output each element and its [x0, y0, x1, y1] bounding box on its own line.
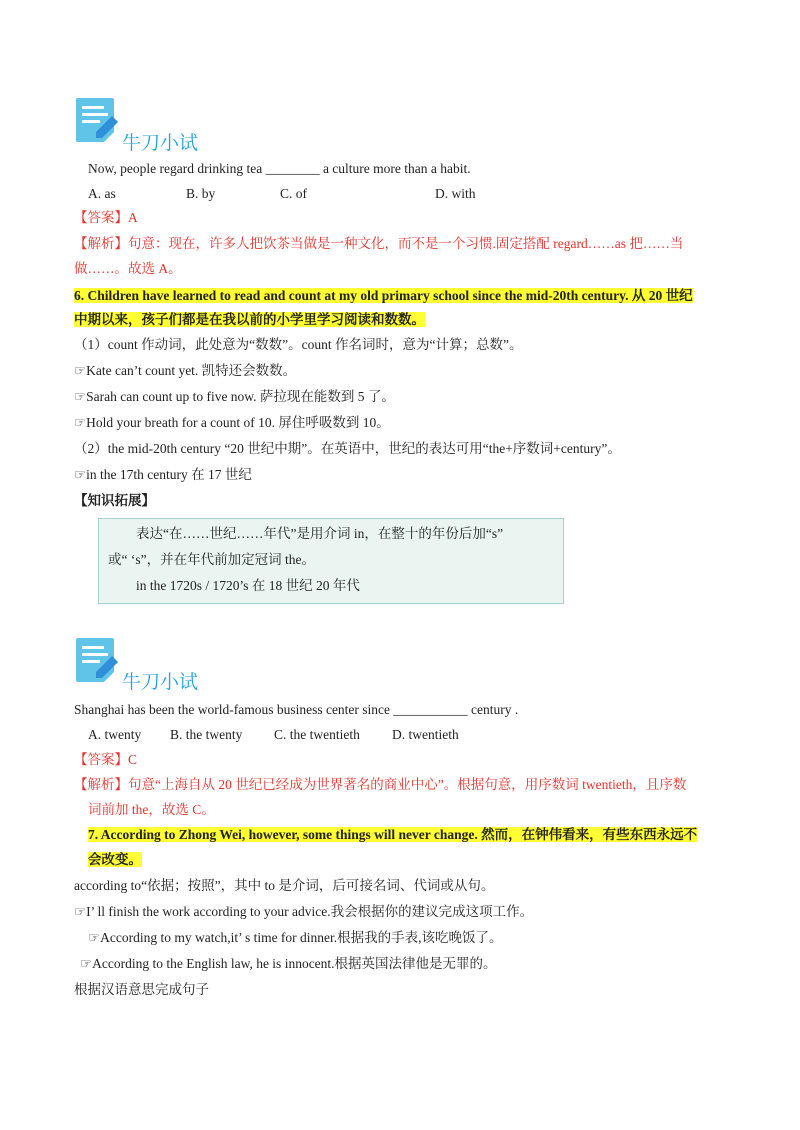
- knowledge-line: 或“ ‘s”，并在年代前加定冠词 the。: [108, 552, 315, 567]
- explanation-paragraph: （2）the mid-20th century “20 世纪中期”。在英语中，世纪的表达可用“the+序数词+century”。: [74, 441, 621, 456]
- question-text: Shanghai has been the world-famous business center since: [74, 702, 394, 717]
- knowledge-line: in the 1720s / 1720’s 在 18 世纪 20 年代: [136, 578, 360, 593]
- example-sentence: ☞According to the English law, he is innocent.根据英国法律他是无罪的。: [80, 956, 497, 971]
- answer-blank: ___________: [393, 702, 468, 717]
- example-sentence: ☞Kate can’t count yet. 凯特还会数数。: [74, 363, 297, 378]
- section-title: 牛刀小试: [122, 132, 199, 154]
- explanation-paragraph: according to“依据；按照”，其中 to 是介词，后可接名词、代词或从句。: [74, 878, 495, 893]
- section-title: 牛刀小试: [122, 671, 199, 693]
- answer-line: 【答案】A: [74, 210, 138, 225]
- notepad-pencil-icon: [74, 96, 122, 146]
- item-heading-text: 7. According to Zhong Wei, however, some things will never change. 然而，在钟伟看来，有些东西永远不: [88, 827, 698, 842]
- item-heading-text: 6. Children have learned to read and count at my old primary school since the mid-20th century. 从 20 世纪: [74, 288, 693, 303]
- option-c: C. the twentieth: [274, 727, 360, 742]
- analysis-line: 【解析】句意：现在，许多人把饮茶当做是一种文化，而不是一个习惯.固定搭配 regard……as 把……当: [74, 236, 684, 251]
- option-d: D. twentieth: [392, 727, 459, 742]
- question-text: century .: [467, 702, 519, 717]
- notepad-pencil-icon: [74, 636, 122, 686]
- answer-line: 【答案】C: [74, 752, 138, 767]
- analysis-line: 做……。故选 A。: [74, 261, 182, 276]
- knowledge-line: 表达“在……世纪……年代”是用介词 in，在整十的年份后加“s”: [136, 526, 504, 541]
- analysis-line: 【解析】句意“上海自从 20 世纪已经成为世界著名的商业中心”。根据句意，用序数词 twentieth，且序数: [74, 777, 687, 792]
- item-heading: [88, 852, 142, 868]
- quiz-question: Now, people regard drinking tea ________ a culture more than a habit.: [88, 161, 471, 176]
- option-d: D. with: [435, 186, 476, 201]
- example-sentence: ☞I’ ll finish the work according to your advice.我会根据你的建议完成这项工作。: [74, 904, 534, 919]
- option-a: A. twenty: [88, 727, 142, 742]
- item-heading-text: 会改变。: [88, 852, 142, 867]
- option-b: B. the twenty: [170, 727, 243, 742]
- example-sentence: ☞in the 17th century 在 17 世纪: [74, 467, 252, 482]
- item-heading: [74, 288, 693, 304]
- explanation-paragraph: 根据汉语意思完成句子: [74, 982, 209, 997]
- option-c: C. of: [280, 186, 307, 201]
- quiz-question: [74, 702, 518, 718]
- item-heading: [88, 827, 697, 843]
- example-sentence: ☞Hold your breath for a count of 10. 屏住呼吸数到 10。: [74, 415, 390, 430]
- option-a: A. as: [88, 186, 116, 201]
- item-heading: [74, 312, 425, 328]
- example-sentence: ☞According to my watch,it’ s time for dinner.根据我的手表,该吃晚饭了。: [88, 930, 503, 945]
- knowledge-title: 【知识拓展】: [74, 493, 155, 508]
- analysis-line: 词前加 the，故选 C。: [88, 802, 215, 817]
- item-heading-text: 中期以来，孩子们都是在我以前的小学里学习阅读和数数。: [74, 312, 425, 327]
- explanation-paragraph: （1）count 作动词，此处意为“数数”。count 作名词时，意为“计算；总数”。: [74, 337, 523, 352]
- option-b: B. by: [186, 186, 216, 201]
- example-sentence: ☞Sarah can count up to five now. 萨拉现在能数到 5 了。: [74, 389, 395, 404]
